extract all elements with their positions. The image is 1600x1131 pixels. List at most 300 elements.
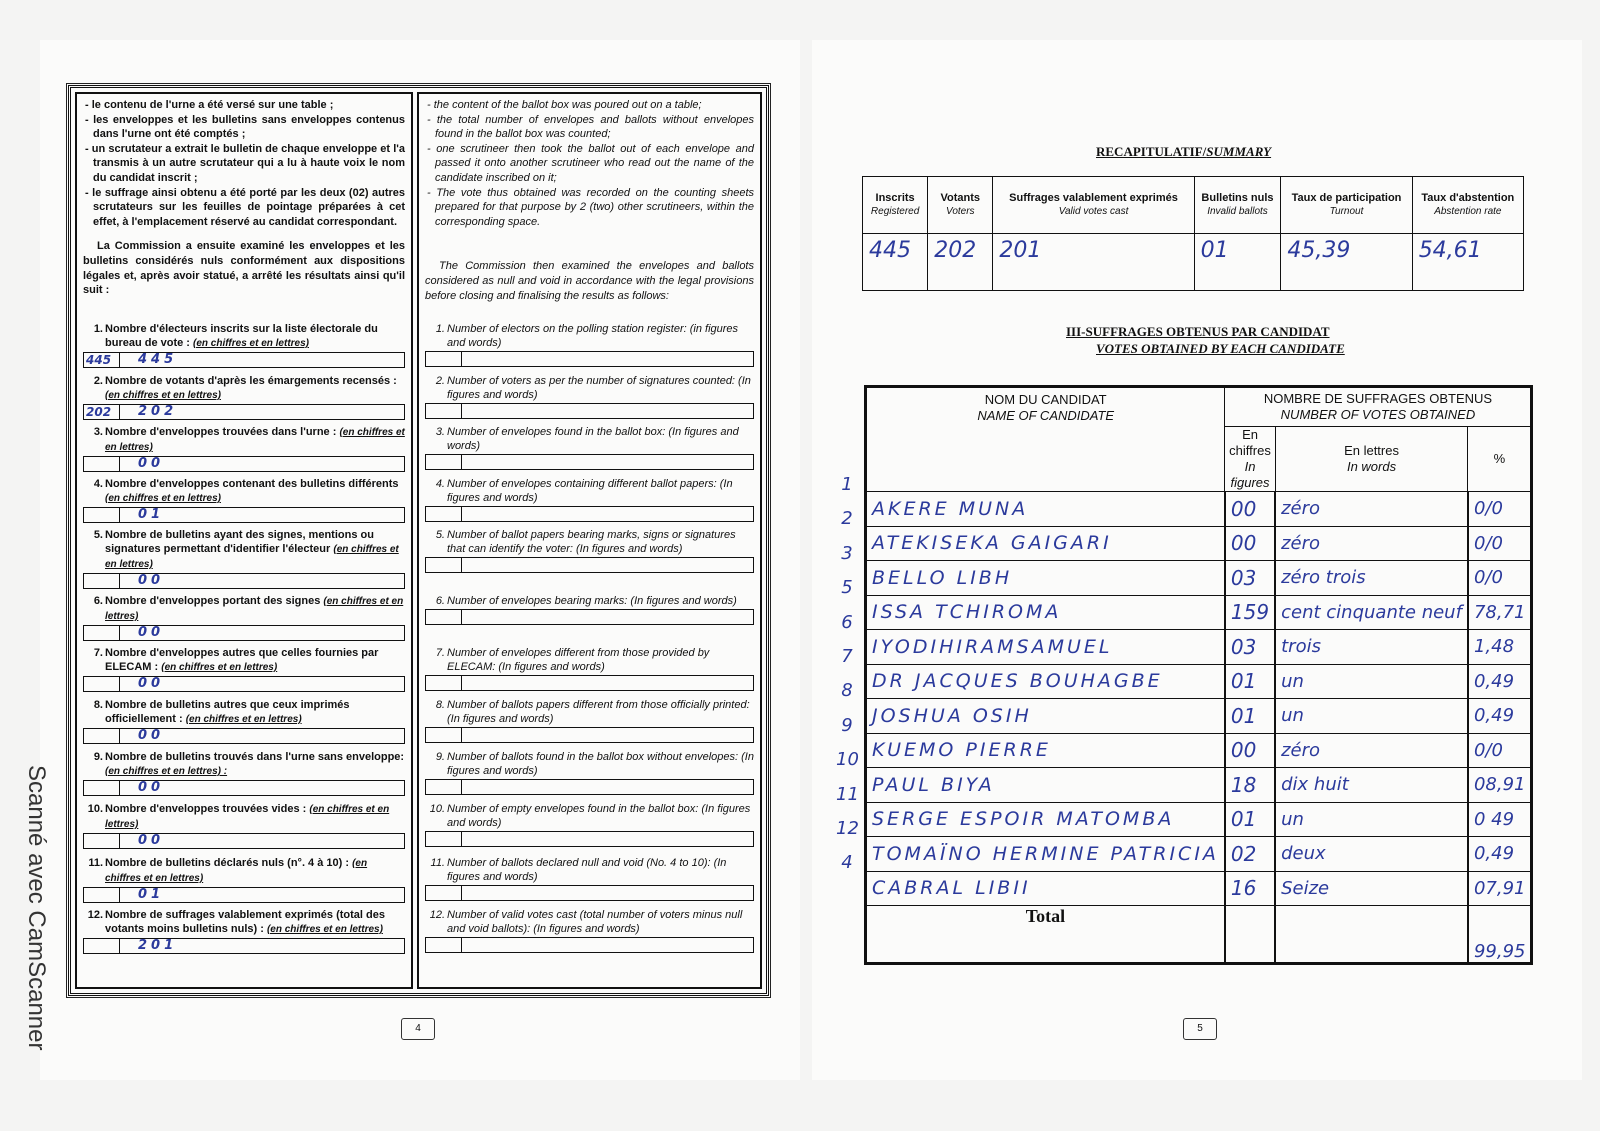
votes-header [1225, 387, 1532, 427]
french-item-6 [83, 594, 405, 641]
english-item-6 [425, 594, 754, 625]
words-field: 01 [138, 887, 165, 902]
name-header-en: NAME OF CANDIDATE [977, 408, 1115, 423]
words-field [462, 938, 753, 952]
words-field [462, 676, 753, 690]
summary-header [863, 177, 928, 234]
candidate-percent: 07,91 [1468, 871, 1532, 906]
words-field [462, 558, 753, 572]
item-label [83, 477, 405, 506]
candidate-name: DR JACQUES BOUHAGBE [866, 664, 1225, 699]
item-text: Number of envelopes containing different ballot papers: (In figures and words) [447, 478, 733, 504]
words-header [1275, 427, 1468, 492]
candidate-votes-figures: 159 [1225, 595, 1275, 630]
candidate-votes-words: zéro trois [1275, 561, 1468, 596]
french-item-1 [83, 322, 405, 368]
figures-field [426, 676, 462, 690]
figures-field [84, 781, 120, 795]
item-label [425, 477, 754, 505]
item-answer-field [83, 780, 405, 796]
figures-field [426, 610, 462, 624]
item-number: 8. [435, 699, 445, 711]
item-subtext: (en chiffres et en lettres) [105, 544, 399, 570]
candidate-row-number: 1 [841, 474, 853, 495]
item-answer-field [83, 352, 405, 368]
item-number: 11. [88, 857, 103, 869]
item-text: Nombre de bulletins autres que ceux imprimés officiellement : [105, 699, 350, 725]
french-item-11 [83, 856, 405, 903]
candidate-row [866, 802, 1532, 837]
summary-header-en: Voters [946, 206, 975, 217]
item-number: 1. [93, 323, 103, 335]
candidate-votes-words: deux [1275, 837, 1468, 872]
item-text: Nombre de votants d'après les émargements recensés : [105, 375, 397, 387]
french-item-2 [83, 374, 405, 420]
item-number: 12. [87, 909, 103, 921]
item-text: Number of ballot papers bearing marks, signs or signatures that can identify the voter: (In figures and words) [447, 529, 736, 555]
figures-field [426, 938, 462, 952]
candidate-row [866, 733, 1532, 768]
english-procedure-item: - one scrutineer then took the ballot out of each envelope and passed it onto another scrutineer who read out the name of the candidate inscribed on it; [427, 142, 754, 184]
item-text: Number of envelopes different from those provided by ELECAM: (In figures and words) [447, 647, 710, 673]
figures-field [84, 626, 120, 640]
candidate-row-number: 8 [841, 680, 853, 702]
french-item-5 [83, 528, 405, 589]
english-item-2 [425, 374, 754, 419]
words-field: 00 [138, 833, 165, 848]
item-subtext: (en chiffres et en lettres) [105, 858, 368, 884]
right-page-number: 5 [1183, 1018, 1217, 1040]
item-number: 8. [93, 699, 103, 711]
item-number: 10. [429, 803, 445, 815]
french-item-3 [83, 425, 405, 472]
summary-header [1412, 177, 1523, 234]
item-label [425, 594, 754, 608]
item-text: Number of ballots declared null and void (No. 4 to 10): (In figures and words) [447, 857, 727, 883]
words-field [462, 352, 753, 366]
candidate-votes-figures: 00 [1225, 492, 1275, 527]
candidate-votes-figures: 03 [1225, 630, 1275, 665]
item-subtext: (en chiffres et en lettres) : [105, 766, 228, 777]
item-text: Nombre de bulletins déclarés nuls (n°. 4 à 10) : [105, 857, 350, 869]
summary-title-fr: RECAPITULATIF/ [1096, 144, 1207, 159]
english-item-4 [425, 477, 754, 522]
item-number: 3. [435, 426, 445, 438]
item-subtext: (en chiffres et en lettres) [105, 493, 221, 504]
french-item-4 [83, 477, 405, 523]
item-label [425, 802, 754, 830]
candidate-votes-figures: 03 [1225, 561, 1275, 596]
item-text: Number of voters as per the number of signatures counted: (In figures and words) [447, 375, 751, 401]
english-item-3 [425, 425, 754, 470]
summary-header-fr: Suffrages valablement exprimés [1009, 192, 1178, 204]
figures-header-en: In figures [1230, 459, 1270, 490]
candidate-row [866, 768, 1532, 803]
item-answer-field [425, 351, 754, 367]
candidate-row-number: 9 [841, 714, 853, 736]
french-procedure-item: - les enveloppes et les bulletins sans enveloppes contenus dans l'urne ont été comptés ; [85, 113, 405, 141]
item-text: Number of envelopes found in the ballot box: (In figures and words) [447, 426, 739, 452]
item-text: Nombre de bulletins trouvés dans l'urne sans enveloppe: [105, 751, 405, 763]
english-item-8 [425, 698, 754, 743]
candidate-percent: 08,91 [1468, 768, 1532, 803]
item-subtext: (en chiffres et en lettres) [105, 427, 405, 453]
item-number: 5. [435, 529, 445, 541]
candidate-votes-words: un [1275, 699, 1468, 734]
figures-field [84, 939, 120, 953]
summary-value: 201 [993, 234, 1194, 291]
item-number: 10. [87, 803, 103, 815]
votes-header-fr: NOMBRE DE SUFFRAGES OBTENUS [1263, 391, 1493, 406]
candidate-votes-words: trois [1275, 630, 1468, 665]
words-field: 00 [138, 573, 165, 588]
figures-field [426, 728, 462, 742]
item-text: Number of empty envelopes found in the ballot box: (In figures and words) [447, 803, 751, 829]
item-subtext: (en chiffres et en lettres) [266, 924, 383, 935]
item-number: 4. [93, 478, 103, 490]
candidate-votes-figures: 02 [1225, 837, 1275, 872]
candidate-row [866, 492, 1532, 527]
item-text: Nombre de bulletins ayant des signes, mentions ou signatures permettant d'identifier l'électeur [105, 529, 374, 555]
summary-header-en: Abstention rate [1434, 206, 1502, 217]
candidate-row-number: 12 [836, 818, 859, 839]
words-field [462, 832, 753, 846]
english-commission-paragraph: The Commission then examined the envelopes and ballots considered as null and void in accordance with the legal provisions before closing and finalising the results as follows: [425, 260, 754, 302]
candidate-row [866, 630, 1532, 665]
candidate-name: IYODIHIRAMSAMUEL [866, 630, 1225, 665]
figures-field: 202 [84, 405, 120, 419]
summary-header [1281, 177, 1412, 234]
item-label [425, 698, 754, 726]
item-number: 7. [435, 647, 445, 659]
words-field: 00 [138, 728, 165, 743]
item-answer-field [425, 557, 754, 573]
item-label [425, 750, 754, 778]
candidate-name: AKERE MUNA [866, 492, 1225, 527]
words-field [462, 610, 753, 624]
summary-header [1194, 177, 1281, 234]
item-text: Nombre d'électeurs inscrits sur la liste électorale du bureau de vote : [105, 323, 378, 349]
words-field: 445 [138, 352, 178, 367]
words-field: 01 [138, 507, 165, 522]
candidate-votes-figures: 16 [1225, 871, 1275, 906]
candidate-row [866, 837, 1532, 872]
words-field: 00 [138, 780, 165, 795]
camscanner-watermark: Scanné avec CamScanner [23, 765, 50, 1051]
figures-field [84, 508, 120, 522]
words-field [462, 886, 753, 900]
figures-field: 445 [84, 353, 120, 367]
total-figures [1225, 906, 1275, 964]
french-commission-paragraph: La Commission a ensuite examiné les enveloppes et les bulletins considérés nuls conformément aux dispositions légales et, après avoir statué, a arrêté les résultats ainsi qu'il suit : [83, 240, 405, 297]
item-label [83, 802, 405, 832]
summary-value: 202 [928, 234, 993, 291]
candidate-row-number: 10 [836, 749, 859, 771]
item-number: 4. [435, 478, 445, 490]
words-field [462, 507, 753, 521]
item-text: Number of ballots papers different from those officially printed: (In figures and words) [447, 699, 750, 725]
item-number: 1. [435, 323, 445, 335]
candidate-row-number: 7 [841, 646, 853, 667]
english-item-9 [425, 750, 754, 795]
item-answer-field [83, 404, 405, 420]
figures-field [84, 677, 120, 691]
item-answer-field [83, 573, 405, 589]
summary-header [993, 177, 1194, 234]
figures-field [84, 457, 120, 471]
item-answer-field [425, 727, 754, 743]
french-procedure-item: - le contenu de l'urne a été versé sur une table ; [85, 99, 334, 111]
english-procedure-item: - The vote thus obtained was recorded on the counting sheets prepared for that purpose by 2 (two) other scrutineers, within the corresponding space. [427, 186, 754, 228]
candidate-row-number: 4 [841, 852, 853, 874]
item-label [83, 374, 405, 403]
english-procedure-list [425, 98, 754, 229]
item-text: Number of ballots found in the ballot box without envelopes: (In figures and words) [447, 751, 754, 777]
english-procedure-item: - the content of the ballot box was poured out on a table; [427, 99, 702, 111]
figures-header [1225, 427, 1275, 492]
candidate-name: KUEMO PIERRE [866, 733, 1225, 768]
candidate-name: SERGE ESPOIR MATOMBA [866, 802, 1225, 837]
item-answer-field [83, 728, 405, 744]
name-header-fr: NOM DU CANDIDAT [984, 392, 1107, 407]
candidate-votes-figures: 00 [1225, 526, 1275, 561]
figures-field [426, 507, 462, 521]
words-field: 00 [138, 456, 165, 471]
candidate-votes-figures: 18 [1225, 768, 1275, 803]
summary-header-fr: Taux d'abstention [1421, 192, 1515, 204]
item-text: Nombre d'enveloppes contenant des bulletins différents [105, 478, 399, 490]
candidate-votes-words: un [1275, 802, 1468, 837]
candidate-votes-figures: 01 [1225, 664, 1275, 699]
summary-title [1096, 144, 1271, 160]
item-label [425, 908, 754, 936]
item-answer-field [425, 454, 754, 470]
candidate-votes-words: un [1275, 664, 1468, 699]
item-answer-field [425, 675, 754, 691]
minutes-form-frame [68, 85, 769, 996]
english-item-1 [425, 322, 754, 367]
item-text: Nombre de suffrages valablement exprimés (total des votants moins bulletins nuls) : [105, 909, 385, 935]
candidate-results-table [864, 385, 1533, 965]
name-header [866, 387, 1225, 492]
item-label [425, 646, 754, 674]
summary-header-fr: Votants [940, 192, 981, 204]
english-item-10 [425, 802, 754, 847]
words-field: 202 [138, 404, 178, 419]
figures-field [84, 834, 120, 848]
item-answer-field [83, 625, 405, 641]
item-answer-field [83, 507, 405, 523]
item-text: Number of valid votes cast (total number of voters minus null and void ballots): (In figures and words) [447, 909, 743, 935]
item-label [425, 374, 754, 402]
item-answer-field [425, 403, 754, 419]
item-answer-field [83, 887, 405, 903]
item-text: Nombre d'enveloppes autres que celles fournies par ELECAM : [105, 647, 379, 673]
candidate-row [866, 699, 1532, 734]
figures-field [426, 352, 462, 366]
candidate-row-number: 6 [841, 611, 853, 633]
item-subtext: (en chiffres et en lettres) [105, 596, 404, 622]
percent-header: % [1468, 427, 1532, 492]
english-item-12 [425, 908, 754, 953]
candidate-votes-words: Seize [1275, 871, 1468, 906]
candidate-percent: 0/0 [1468, 733, 1532, 768]
candidate-percent: 0/0 [1468, 492, 1532, 527]
french-procedure-item: - le suffrage ainsi obtenu a été porté par les deux (02) autres scrutateurs sur les feuilles de pointage préparées à cet effet, à l'emplacement réservé au candidat correspondant. [85, 186, 405, 228]
candidate-row [866, 561, 1532, 596]
candidate-name: BELLO LIBH [866, 561, 1225, 596]
item-subtext: (en chiffres et en lettres) [161, 662, 278, 673]
item-answer-field [83, 456, 405, 472]
candidate-votes-figures: 01 [1225, 802, 1275, 837]
summary-value: 45,39 [1281, 234, 1412, 291]
words-header-fr: En lettres [1344, 443, 1399, 458]
item-number: 9. [435, 751, 445, 763]
summary-value: 445 [863, 234, 928, 291]
item-answer-field [425, 609, 754, 625]
candidate-percent: 0/0 [1468, 526, 1532, 561]
candidate-percent: 1,48 [1468, 630, 1532, 665]
item-label [83, 322, 405, 351]
candidate-row [866, 595, 1532, 630]
figures-field [426, 455, 462, 469]
summary-header-en: Turnout [1329, 206, 1364, 217]
french-procedure-item: - un scrutateur a extrait le bulletin de chaque enveloppe et l'a transmis à un autre scrutateur qui a lu à haute voix le nom du candidat inscrit ; [85, 142, 405, 184]
item-text: Nombre d'enveloppes trouvées dans l'urne : [105, 426, 337, 438]
item-label [83, 594, 405, 624]
item-subtext: (en chiffres et en lettres) [193, 338, 309, 349]
summary-header-en: Invalid ballots [1207, 206, 1268, 217]
french-item-10 [83, 802, 405, 849]
words-field [462, 404, 753, 418]
candidate-votes-figures: 00 [1225, 733, 1275, 768]
item-answer-field [425, 937, 754, 953]
words-field [462, 728, 753, 742]
item-text: Number of electors on the polling station register: (in figures and words) [447, 323, 739, 349]
item-text: Nombre d'enveloppes portant des signes [105, 595, 321, 607]
figures-field [84, 574, 120, 588]
summary-header-fr: Inscrits [875, 192, 915, 204]
candidate-row [866, 526, 1532, 561]
item-answer-field [425, 506, 754, 522]
english-item-7 [425, 646, 754, 691]
candidate-votes-words: cent cinquante neuf [1275, 595, 1468, 630]
english-item-11 [425, 856, 754, 901]
words-field [462, 455, 753, 469]
candidate-votes-words: zéro [1275, 526, 1468, 561]
item-subtext: (en chiffres et en lettres) [185, 714, 302, 725]
french-item-12 [83, 908, 405, 954]
item-answer-field [425, 779, 754, 795]
words-field: 00 [138, 625, 165, 640]
summary-header-en: Valid votes cast [1058, 206, 1129, 217]
french-column [75, 92, 413, 989]
candidates-title-en: VOTES OBTAINED BY EACH CANDIDATE [1096, 341, 1345, 356]
candidate-percent: 0,49 [1468, 837, 1532, 872]
item-answer-field [83, 938, 405, 954]
english-procedure-item: - the total number of envelopes and ballots without envelopes found in the ballot box was counted; [427, 113, 754, 141]
item-number: 6. [435, 595, 445, 607]
words-header-en: In words [1346, 459, 1397, 474]
item-answer-field [83, 833, 405, 849]
item-label [425, 425, 754, 453]
figures-field [426, 558, 462, 572]
item-answer-field [425, 885, 754, 901]
item-label [83, 908, 405, 937]
candidate-votes-words: zéro [1275, 492, 1468, 527]
item-answer-field [425, 831, 754, 847]
summary-table [862, 176, 1524, 291]
candidate-name: JOSHUA OSIH [866, 699, 1225, 734]
french-item-8 [83, 698, 405, 744]
candidate-votes-words: zéro [1275, 733, 1468, 768]
summary-title-en: SUMMARY [1206, 144, 1272, 159]
french-procedure-list [83, 98, 405, 229]
total-percent: 99,95 [1468, 906, 1532, 964]
item-subtext: (en chiffres et en lettres) [105, 390, 221, 401]
candidate-row-number: 2 [841, 508, 853, 530]
summary-header-fr: Taux de participation [1291, 192, 1402, 204]
candidate-row [866, 664, 1532, 699]
votes-header-en: NUMBER OF VOTES OBTAINED [1280, 407, 1476, 422]
figures-header-fr: En chiffres [1229, 427, 1271, 458]
candidate-percent: 78,71 [1468, 595, 1532, 630]
item-label [425, 856, 754, 884]
page-number: 4 [401, 1018, 435, 1040]
item-label [83, 528, 405, 572]
item-label [83, 750, 405, 779]
item-number: 3. [93, 426, 103, 438]
candidate-name: TOMAÏNO HERMINE PATRICIA [866, 837, 1225, 872]
item-label [83, 698, 405, 727]
candidate-percent: 0,49 [1468, 664, 1532, 699]
figures-field [84, 888, 120, 902]
words-field: 201 [138, 938, 178, 953]
figures-field [426, 404, 462, 418]
item-text: Nombre d'enveloppes trouvées vides : [105, 803, 307, 815]
figures-field [426, 886, 462, 900]
candidate-row-number: 11 [836, 783, 859, 805]
item-label [83, 425, 405, 455]
item-label [83, 646, 405, 675]
figures-field [426, 832, 462, 846]
figures-field [426, 780, 462, 794]
candidate-name: ISSA TCHIROMA [866, 595, 1225, 630]
candidate-percent: 0/0 [1468, 561, 1532, 596]
candidate-name: ATEKISEKA GAIGARI [866, 526, 1225, 561]
item-number: 6. [93, 595, 103, 607]
item-number: 7. [93, 647, 103, 659]
english-column [417, 92, 762, 989]
english-item-5 [425, 528, 754, 573]
item-number: 2. [435, 375, 445, 387]
french-item-9 [83, 750, 405, 796]
total-words [1275, 906, 1468, 964]
summary-value: 54,61 [1412, 234, 1523, 291]
candidate-votes-figures: 01 [1225, 699, 1275, 734]
candidates-title-fr: III-SUFFRAGES OBTENUS PAR CANDIDAT [1066, 324, 1330, 339]
summary-value: 01 [1194, 234, 1281, 291]
item-answer-field [83, 676, 405, 692]
item-number: 5. [93, 529, 103, 541]
summary-header-en: Registered [870, 206, 920, 217]
item-subtext: (en chiffres et en lettres) [105, 804, 390, 830]
candidate-name: PAUL BIYA [866, 768, 1225, 803]
candidates-title [1066, 324, 1330, 340]
item-text: Number of envelopes bearing marks: (In figures and words) [447, 595, 737, 607]
words-field [462, 780, 753, 794]
french-item-7 [83, 646, 405, 692]
